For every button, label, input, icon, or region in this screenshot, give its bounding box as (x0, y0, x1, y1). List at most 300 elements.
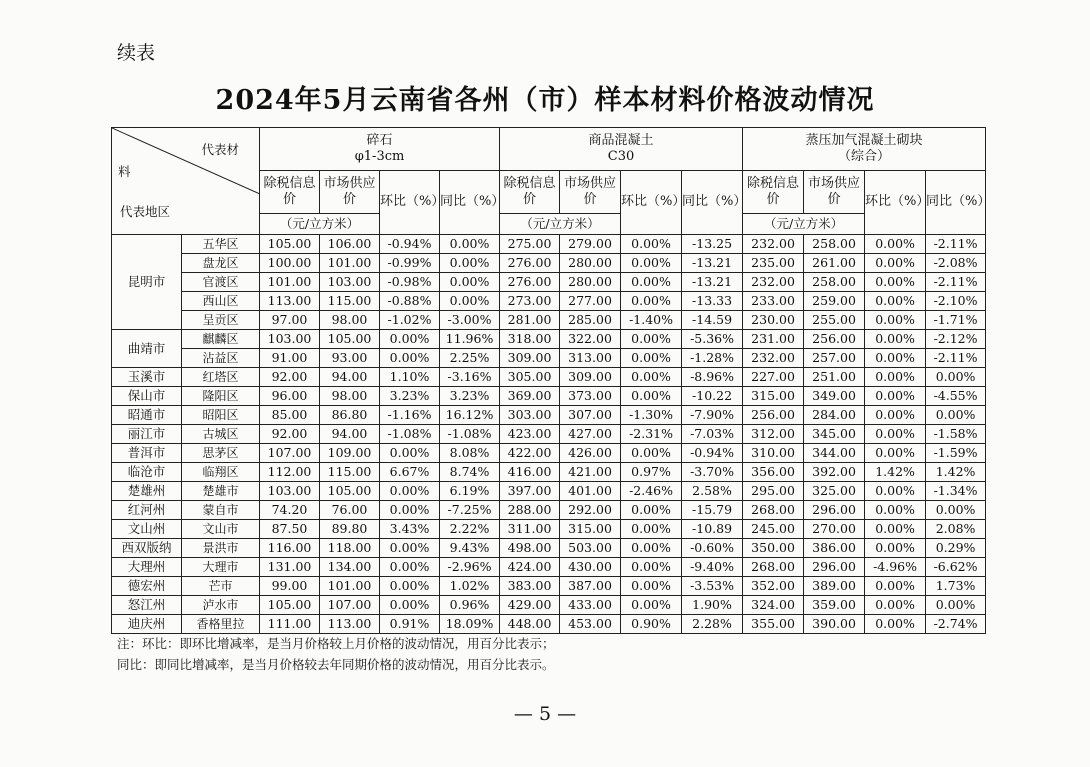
value-cell: 453.00 (560, 615, 621, 634)
value-cell: 373.00 (560, 387, 621, 406)
value-cell: 313.00 (560, 349, 621, 368)
value-cell: 448.00 (500, 615, 560, 634)
value-cell: -2.11% (926, 349, 986, 368)
value-cell: -1.71% (926, 311, 986, 330)
value-cell: 309.00 (560, 368, 621, 387)
col-market-price: 市场供应价 (804, 171, 865, 214)
value-cell: 89.80 (320, 520, 380, 539)
value-cell: 115.00 (320, 463, 380, 482)
city-cell: 西双版纳 (112, 539, 182, 558)
value-cell: 98.00 (320, 311, 380, 330)
value-cell: -4.55% (926, 387, 986, 406)
value-cell: -1.30% (621, 406, 682, 425)
value-cell: -3.70% (682, 463, 743, 482)
city-cell: 大理州 (112, 558, 182, 577)
value-cell: 101.00 (260, 273, 320, 292)
value-cell: 307.00 (560, 406, 621, 425)
col-mom: 环比（%） (621, 171, 682, 235)
value-cell: -5.36% (682, 330, 743, 349)
value-cell: 0.00% (865, 387, 926, 406)
value-cell: 1.02% (440, 577, 500, 596)
table-row (112, 615, 986, 634)
table-row (112, 254, 986, 273)
value-cell: 97.00 (260, 311, 320, 330)
value-cell: 9.43% (440, 539, 500, 558)
continuation-label: 续表 (117, 42, 156, 64)
corner-region-label: 代表地区 (120, 204, 171, 219)
table-row (112, 482, 986, 501)
value-cell: -7.90% (682, 406, 743, 425)
value-cell: 103.00 (260, 330, 320, 349)
value-cell: 324.00 (743, 596, 804, 615)
city-cell: 临沧市 (112, 463, 182, 482)
price-table (111, 127, 991, 634)
value-cell: 230.00 (743, 311, 804, 330)
value-cell: 279.00 (560, 235, 621, 254)
value-cell: 256.00 (804, 330, 865, 349)
table-row (112, 273, 986, 292)
col-tax-price: 除税信息价 (743, 171, 804, 214)
group-name: 蒸压加气混凝土砌块 (805, 132, 923, 148)
value-cell: 0.00% (865, 615, 926, 634)
value-cell: 101.00 (320, 254, 380, 273)
corner-material-label: 代表材 (201, 142, 239, 157)
value-cell: 112.00 (260, 463, 320, 482)
value-cell: 356.00 (743, 463, 804, 482)
city-cell: 保山市 (112, 387, 182, 406)
value-cell: 1.90% (682, 596, 743, 615)
value-cell: 0.00% (440, 235, 500, 254)
table-row (112, 387, 986, 406)
value-cell: 3.23% (380, 387, 440, 406)
value-cell: -2.11% (926, 235, 986, 254)
table-row (112, 330, 986, 349)
value-cell: 433.00 (560, 596, 621, 615)
value-cell: 105.00 (320, 482, 380, 501)
value-cell: 309.00 (500, 349, 560, 368)
value-cell: 359.00 (804, 596, 865, 615)
value-cell: 251.00 (804, 368, 865, 387)
value-cell: 0.00% (380, 539, 440, 558)
col-tax-price: 除税信息价 (260, 171, 320, 214)
value-cell: 100.00 (260, 254, 320, 273)
value-cell: 498.00 (500, 539, 560, 558)
value-cell: 2.58% (682, 482, 743, 501)
value-cell: -2.12% (926, 330, 986, 349)
table-row (112, 520, 986, 539)
value-cell: 6.19% (440, 482, 500, 501)
district-cell: 呈贡区 (182, 311, 260, 330)
value-cell: 268.00 (743, 501, 804, 520)
group-name: 碎石 (366, 132, 393, 148)
value-cell: 0.00% (621, 292, 682, 311)
value-cell: 0.00% (865, 444, 926, 463)
value-cell: 0.00% (380, 349, 440, 368)
value-cell: 255.00 (804, 311, 865, 330)
value-cell: -13.21 (682, 273, 743, 292)
value-cell: 0.00% (621, 577, 682, 596)
value-cell: 105.00 (320, 330, 380, 349)
value-cell: 105.00 (260, 596, 320, 615)
value-cell: 92.00 (260, 368, 320, 387)
district-cell: 楚雄市 (182, 482, 260, 501)
value-cell: -2.11% (926, 273, 986, 292)
value-cell: 113.00 (320, 615, 380, 634)
value-cell: -13.25 (682, 235, 743, 254)
value-cell: 256.00 (743, 406, 804, 425)
value-cell: 6.67% (380, 463, 440, 482)
value-cell: 134.00 (320, 558, 380, 577)
value-cell: 261.00 (804, 254, 865, 273)
value-cell: 0.00% (621, 235, 682, 254)
col-yoy: 同比（%） (682, 171, 743, 235)
value-cell: -1.16% (380, 406, 440, 425)
district-cell: 昭阳区 (182, 406, 260, 425)
value-cell: -0.99% (380, 254, 440, 273)
value-cell: 369.00 (500, 387, 560, 406)
value-cell: 424.00 (500, 558, 560, 577)
value-cell: 118.00 (320, 539, 380, 558)
value-cell: 101.00 (320, 577, 380, 596)
table-row (112, 463, 986, 482)
value-cell: 268.00 (743, 558, 804, 577)
table-row (112, 406, 986, 425)
unit-label: （元/立方米） (500, 214, 621, 235)
corner-header (112, 128, 260, 235)
value-cell: -6.62% (926, 558, 986, 577)
value-cell: 430.00 (560, 558, 621, 577)
value-cell: 427.00 (560, 425, 621, 444)
value-cell: -0.88% (380, 292, 440, 311)
district-cell: 文山市 (182, 520, 260, 539)
group-name: 商品混凝土 (588, 132, 654, 148)
value-cell: 0.00% (621, 273, 682, 292)
group-spec: φ1-3cm (354, 149, 405, 164)
col-mom: 环比（%） (380, 171, 440, 235)
group-spec: （综合） (838, 149, 891, 164)
value-cell: 115.00 (320, 292, 380, 311)
value-cell: -1.08% (440, 425, 500, 444)
value-cell: 0.00% (621, 368, 682, 387)
value-cell: 0.00% (926, 406, 986, 425)
district-cell: 西山区 (182, 292, 260, 311)
city-cell: 昆明市 (112, 235, 182, 330)
value-cell: 277.00 (560, 292, 621, 311)
value-cell: 113.00 (260, 292, 320, 311)
col-mom: 环比（%） (865, 171, 926, 235)
district-cell: 临翔区 (182, 463, 260, 482)
value-cell: 258.00 (804, 235, 865, 254)
value-cell: 0.00% (440, 254, 500, 273)
value-cell: 92.00 (260, 425, 320, 444)
note-mom: 注：环比：即环比增减率，是当月价格较上月价格的波动情况，用百分比表示； (117, 636, 555, 651)
value-cell: 87.50 (260, 520, 320, 539)
value-cell: 389.00 (804, 577, 865, 596)
value-cell: 0.00% (865, 254, 926, 273)
value-cell: 0.00% (865, 273, 926, 292)
value-cell: 355.00 (743, 615, 804, 634)
value-cell: 503.00 (560, 539, 621, 558)
value-cell: 0.00% (865, 520, 926, 539)
value-cell: 325.00 (804, 482, 865, 501)
note-yoy: 同比：即同比增减率，是当月价格较去年同期价格的波动情况，用百分比表示。 (117, 657, 555, 672)
group-header-concrete (500, 128, 743, 171)
value-cell: -0.94% (380, 235, 440, 254)
value-cell: 296.00 (804, 558, 865, 577)
value-cell: -1.28% (682, 349, 743, 368)
value-cell: 350.00 (743, 539, 804, 558)
district-cell: 蒙自市 (182, 501, 260, 520)
value-cell: 0.91% (380, 615, 440, 634)
value-cell: 0.00% (621, 444, 682, 463)
value-cell: 345.00 (804, 425, 865, 444)
value-cell: 292.00 (560, 501, 621, 520)
value-cell: -2.74% (926, 615, 986, 634)
value-cell: 303.00 (500, 406, 560, 425)
value-cell: 259.00 (804, 292, 865, 311)
value-cell: 296.00 (804, 501, 865, 520)
value-cell: 105.00 (260, 235, 320, 254)
value-cell: 3.43% (380, 520, 440, 539)
value-cell: 0.00% (621, 596, 682, 615)
value-cell: -13.21 (682, 254, 743, 273)
value-cell: 0.00% (865, 596, 926, 615)
value-cell: 91.00 (260, 349, 320, 368)
value-cell: 0.96% (440, 596, 500, 615)
value-cell: 18.09% (440, 615, 500, 634)
value-cell: 258.00 (804, 273, 865, 292)
value-cell: 311.00 (500, 520, 560, 539)
value-cell: 99.00 (260, 577, 320, 596)
value-cell: 423.00 (500, 425, 560, 444)
table-row (112, 577, 986, 596)
col-yoy: 同比（%） (440, 171, 500, 235)
value-cell: -1.08% (380, 425, 440, 444)
district-cell: 泸水市 (182, 596, 260, 615)
value-cell: 94.00 (320, 368, 380, 387)
value-cell: 2.08% (926, 520, 986, 539)
value-cell: -14.59 (682, 311, 743, 330)
value-cell: 421.00 (560, 463, 621, 482)
value-cell: 0.00% (380, 558, 440, 577)
value-cell: 305.00 (500, 368, 560, 387)
value-cell: 245.00 (743, 520, 804, 539)
value-cell: 86.80 (320, 406, 380, 425)
value-cell: 0.00% (621, 254, 682, 273)
value-cell: 257.00 (804, 349, 865, 368)
value-cell: 0.00% (926, 501, 986, 520)
table-row (112, 349, 986, 368)
value-cell: -10.22 (682, 387, 743, 406)
city-cell: 普洱市 (112, 444, 182, 463)
value-cell: -0.60% (682, 539, 743, 558)
value-cell: 0.00% (865, 406, 926, 425)
table-row (112, 558, 986, 577)
value-cell: 0.00% (621, 539, 682, 558)
value-cell: 349.00 (804, 387, 865, 406)
value-cell: 107.00 (320, 596, 380, 615)
value-cell: 103.00 (320, 273, 380, 292)
value-cell: 280.00 (560, 254, 621, 273)
table-row (112, 539, 986, 558)
value-cell: 227.00 (743, 368, 804, 387)
value-cell: 0.00% (380, 330, 440, 349)
table-row (112, 501, 986, 520)
value-cell: 0.00% (621, 387, 682, 406)
value-cell: 0.00% (380, 444, 440, 463)
city-cell: 文山州 (112, 520, 182, 539)
value-cell: 270.00 (804, 520, 865, 539)
value-cell: 233.00 (743, 292, 804, 311)
city-cell: 昭通市 (112, 406, 182, 425)
district-cell: 景洪市 (182, 539, 260, 558)
table-row (112, 596, 986, 615)
city-cell: 丽江市 (112, 425, 182, 444)
value-cell: -2.96% (440, 558, 500, 577)
value-cell: 315.00 (560, 520, 621, 539)
corner-liao-label: 料 (118, 164, 131, 179)
value-cell: 284.00 (804, 406, 865, 425)
value-cell: 0.90% (621, 615, 682, 634)
value-cell: 0.00% (865, 425, 926, 444)
value-cell: -1.59% (926, 444, 986, 463)
value-cell: 1.42% (865, 463, 926, 482)
value-cell: -1.40% (621, 311, 682, 330)
value-cell: 1.73% (926, 577, 986, 596)
value-cell: 285.00 (560, 311, 621, 330)
value-cell: 1.42% (926, 463, 986, 482)
value-cell: -15.79 (682, 501, 743, 520)
table-body (112, 235, 986, 634)
table-row (112, 292, 986, 311)
district-cell: 红塔区 (182, 368, 260, 387)
value-cell: 386.00 (804, 539, 865, 558)
value-cell: 0.00% (380, 596, 440, 615)
value-cell: 295.00 (743, 482, 804, 501)
district-cell: 沾益区 (182, 349, 260, 368)
value-cell: 0.00% (865, 311, 926, 330)
value-cell: 0.29% (926, 539, 986, 558)
col-yoy: 同比（%） (926, 171, 986, 235)
value-cell: -10.89 (682, 520, 743, 539)
page-title: 2024年5月云南省各州（市）样本材料价格波动情况 (215, 85, 875, 116)
value-cell: 8.74% (440, 463, 500, 482)
value-cell: 235.00 (743, 254, 804, 273)
value-cell: -0.98% (380, 273, 440, 292)
value-cell: 0.00% (865, 292, 926, 311)
value-cell: 426.00 (560, 444, 621, 463)
value-cell: 103.00 (260, 482, 320, 501)
value-cell: 0.00% (865, 577, 926, 596)
value-cell: 416.00 (500, 463, 560, 482)
value-cell: -7.25% (440, 501, 500, 520)
value-cell: 0.00% (621, 501, 682, 520)
value-cell: 0.00% (380, 482, 440, 501)
value-cell: 3.23% (440, 387, 500, 406)
city-cell: 迪庆州 (112, 615, 182, 634)
value-cell: 0.00% (865, 235, 926, 254)
value-cell: 397.00 (500, 482, 560, 501)
table-row (112, 235, 986, 254)
district-cell: 盘龙区 (182, 254, 260, 273)
district-cell: 隆阳区 (182, 387, 260, 406)
value-cell: 0.00% (621, 558, 682, 577)
city-cell: 曲靖市 (112, 330, 182, 368)
value-cell: 387.00 (560, 577, 621, 596)
value-cell: 76.00 (320, 501, 380, 520)
value-cell: 98.00 (320, 387, 380, 406)
value-cell: 273.00 (500, 292, 560, 311)
value-cell: 318.00 (500, 330, 560, 349)
value-cell: 0.00% (621, 330, 682, 349)
value-cell: 111.00 (260, 615, 320, 634)
district-cell: 麒麟区 (182, 330, 260, 349)
value-cell: 0.00% (440, 292, 500, 311)
value-cell: -8.96% (682, 368, 743, 387)
group-spec: C30 (607, 149, 635, 164)
value-cell: 383.00 (500, 577, 560, 596)
value-cell: 0.97% (621, 463, 682, 482)
value-cell: 2.22% (440, 520, 500, 539)
value-cell: 116.00 (260, 539, 320, 558)
value-cell: 93.00 (320, 349, 380, 368)
district-cell: 思茅区 (182, 444, 260, 463)
district-cell: 五华区 (182, 235, 260, 254)
district-cell: 大理市 (182, 558, 260, 577)
value-cell: 0.00% (380, 577, 440, 596)
value-cell: -4.96% (865, 558, 926, 577)
value-cell: 0.00% (865, 349, 926, 368)
value-cell: 16.12% (440, 406, 500, 425)
value-cell: -3.00% (440, 311, 500, 330)
footnotes (117, 633, 555, 675)
value-cell: 429.00 (500, 596, 560, 615)
city-cell: 德宏州 (112, 577, 182, 596)
value-cell: 96.00 (260, 387, 320, 406)
page-number: — 5 — (513, 703, 577, 725)
value-cell: -0.94% (682, 444, 743, 463)
group-header-gravel (260, 128, 500, 171)
value-cell: -3.53% (682, 577, 743, 596)
table-row (112, 425, 986, 444)
value-cell: 107.00 (260, 444, 320, 463)
value-cell: 0.00% (926, 596, 986, 615)
value-cell: 231.00 (743, 330, 804, 349)
value-cell: 85.00 (260, 406, 320, 425)
value-cell: -3.16% (440, 368, 500, 387)
value-cell: 11.96% (440, 330, 500, 349)
value-cell: 232.00 (743, 349, 804, 368)
value-cell: -2.31% (621, 425, 682, 444)
value-cell: -2.46% (621, 482, 682, 501)
value-cell: 288.00 (500, 501, 560, 520)
value-cell: -1.34% (926, 482, 986, 501)
value-cell: 275.00 (500, 235, 560, 254)
value-cell: 390.00 (804, 615, 865, 634)
value-cell: 0.00% (865, 501, 926, 520)
value-cell: 322.00 (560, 330, 621, 349)
value-cell: 0.00% (440, 273, 500, 292)
table-row (112, 444, 986, 463)
group-header-block (743, 128, 986, 171)
value-cell: 315.00 (743, 387, 804, 406)
value-cell: 276.00 (500, 273, 560, 292)
value-cell: 232.00 (743, 235, 804, 254)
city-cell: 怒江州 (112, 596, 182, 615)
value-cell: 94.00 (320, 425, 380, 444)
col-tax-price: 除税信息价 (500, 171, 560, 214)
value-cell: 276.00 (500, 254, 560, 273)
